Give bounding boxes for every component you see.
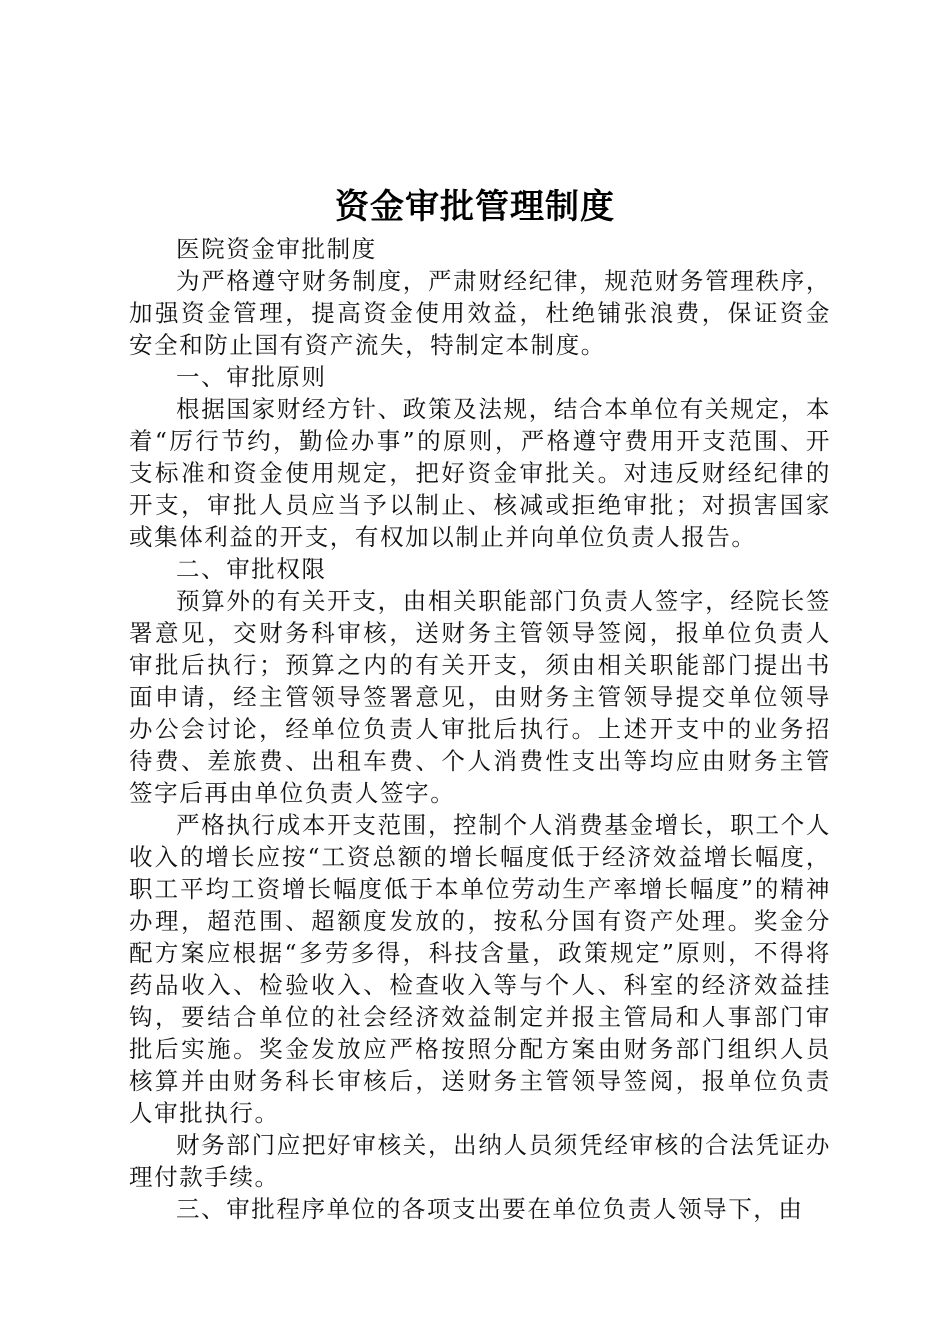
- paragraph-procedure: 三、审批程序单位的各项支出要在单位负责人领导下，由: [176, 1195, 804, 1223]
- document-body: [129, 233, 831, 1225]
- section-heading-authority: 二、审批权限: [176, 555, 327, 583]
- paragraph-authority: 预算外的有关开支，由相关职能部门负责人签字，经院长签署意见，交财务科审核，送财务主管领导签阅，报单位负责人审批后执行；预算之内的有关开支，须由相关职能部门提出书面申请，经主管领导签署意见，由财务主管领导提交单位领导办公会讨论，经单位负责人审批后执行。上述开支中的业务招待费、差旅费、出租车费、个人消费性支出等均应由财务主管签字后再由单位负责人签字。: [129, 587, 831, 807]
- document-title: 资金审批管理制度: [335, 187, 615, 227]
- paragraph-purpose: 为严格遵守财务制度，严肃财经纪律，规范财务管理秩序，加强资金管理，提高资金使用效益，杜绝铺张浪费，保证资金安全和防止国有资产流失，特制定本制度。: [129, 267, 831, 359]
- paragraph-subtitle: 医院资金审批制度: [176, 235, 377, 263]
- paragraph-audit: 财务部门应把好审核关，出纳人员须凭经审核的合法凭证办理付款手续。: [129, 1131, 831, 1191]
- section-heading-principles: 一、审批原则: [176, 363, 327, 391]
- paragraph-principles: 根据国家财经方针、政策及法规，结合本单位有关规定，本着“厉行节约，勤俭办事”的原则，严格遵守费用开支范围、开支标准和资金使用规定，把好资金审批关。对违反财经纪律的开支，审批人员应当予以制止、核减或拒绝审批；对损害国家或集体利益的开支，有权加以制止并向单位负责人报告。: [129, 395, 831, 551]
- paragraph-cost-control: 严格执行成本开支范围，控制个人消费基金增长，职工个人收入的增长应按“工资总额的增长幅度低于经济效益增长幅度，职工平均工资增长幅度低于本单位劳动生产率增长幅度”的精神办理，超范围、超额度发放的，按私分国有资产处理。奖金分配方案应根据“多劳多得，科技含量，政策规定”原则，不得将药品收入、检验收入、检查收入等与个人、科室的经济效益挂钩，要结合单位的社会经济效益制定并报主管局和人事部门审批后实施。奖金发放应严格按照分配方案由财务部门组织人员核算并由财务科长审核后，送财务主管领导签阅，报单位负责人审批执行。: [129, 811, 831, 1127]
